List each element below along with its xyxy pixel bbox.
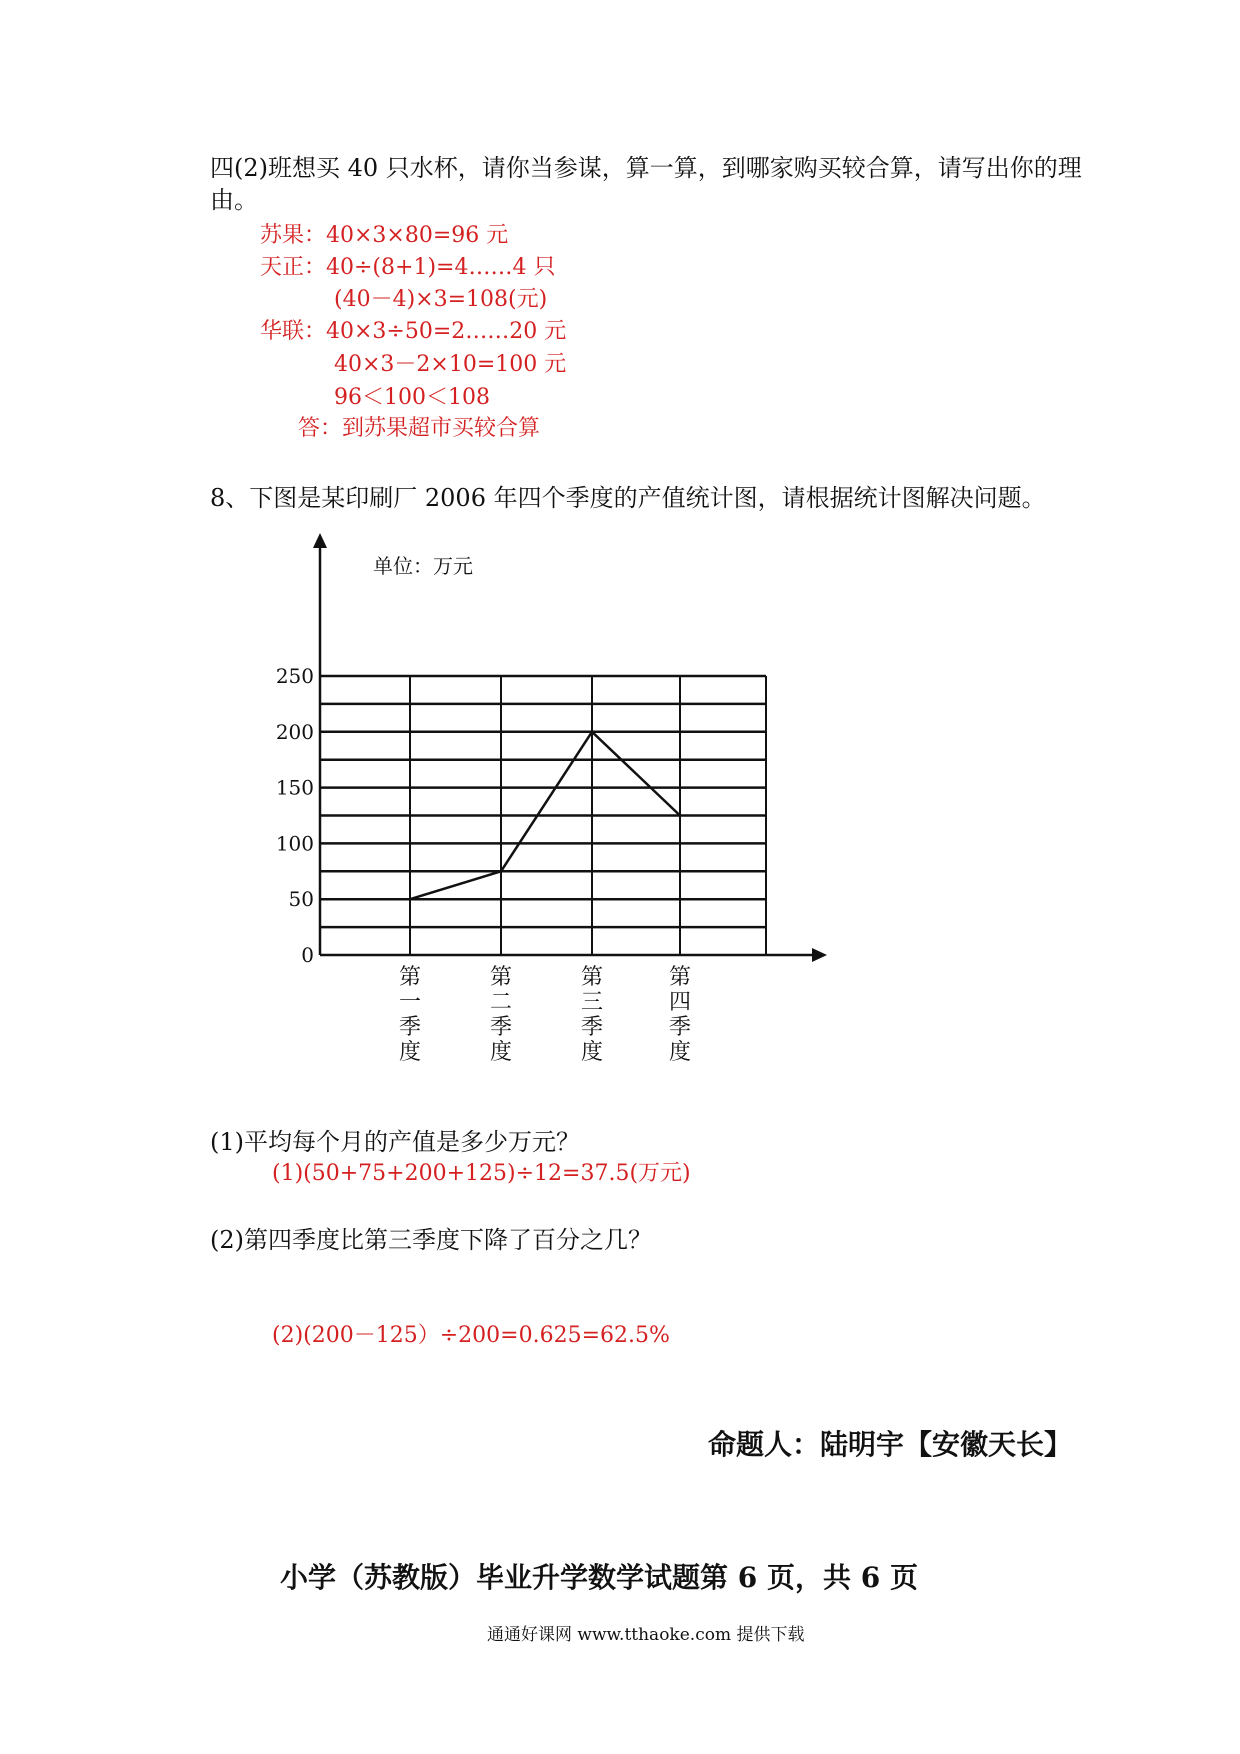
chart-unit-label: 单位：万元 [373,554,473,578]
y-tick-label: 0 [301,943,314,967]
sub-answer-2: (2)(200－125）÷200=0.625=62.5% [272,1323,670,1348]
answer-conclusion: 答：到苏果超市买较合算 [298,416,541,441]
question-intro-line2: 由。 [210,186,258,214]
x-category-label: 第四季度 [668,965,691,1065]
answer-compare: 96＜100＜108 [334,385,490,410]
footer-source: 通通好课网 www.tthaoke.com 提供下载 [487,1625,805,1645]
x-axis-arrow [812,948,827,962]
answer-tianzheng-1: 天正：40÷(8+1)=4……4 只 [260,255,556,280]
answer-hualian-1: 华联：40×3÷50=2……20 元 [260,319,567,344]
answer-hualian-2: 40×3－2×10=100 元 [334,352,567,377]
x-category-label: 第一季度 [398,965,421,1065]
y-tick-label: 250 [275,664,314,688]
answer-suguo: 苏果：40×3×80=96 元 [260,223,509,248]
sub-question-1: (1)平均每个月的产值是多少万元？ [210,1128,580,1156]
answer-tianzheng-2: (40－4)×3=108(元) [334,287,548,312]
x-category-label: 第三季度 [580,965,603,1065]
question-intro-line1: 四(2)班想买 40 只水杯，请你当参谋，算一算，到哪家购买较合算，请写出你的理 [210,154,1082,182]
sub-question-2: (2)第四季度比第三季度下降了百分之几？ [210,1226,652,1254]
y-tick-label: 100 [275,831,314,856]
author: 命题人：陆明宇【安徽天长】 [708,1428,1073,1461]
y-axis-arrow [313,533,327,548]
sub-answer-1: (1)(50+75+200+125)÷12=37.5(万元) [272,1161,691,1186]
x-category-label: 第二季度 [489,965,512,1065]
y-tick-label: 50 [288,887,314,912]
y-tick-label: 150 [275,775,314,800]
question-8: 8、下图是某印刷厂 2006 年四个季度的产值统计图，请根据统计图解决问题。 [210,484,1046,512]
y-tick-label: 200 [275,719,314,744]
footer-title: 小学（苏教版）毕业升学数学试题第 6 页，共 6 页 [280,1561,918,1594]
